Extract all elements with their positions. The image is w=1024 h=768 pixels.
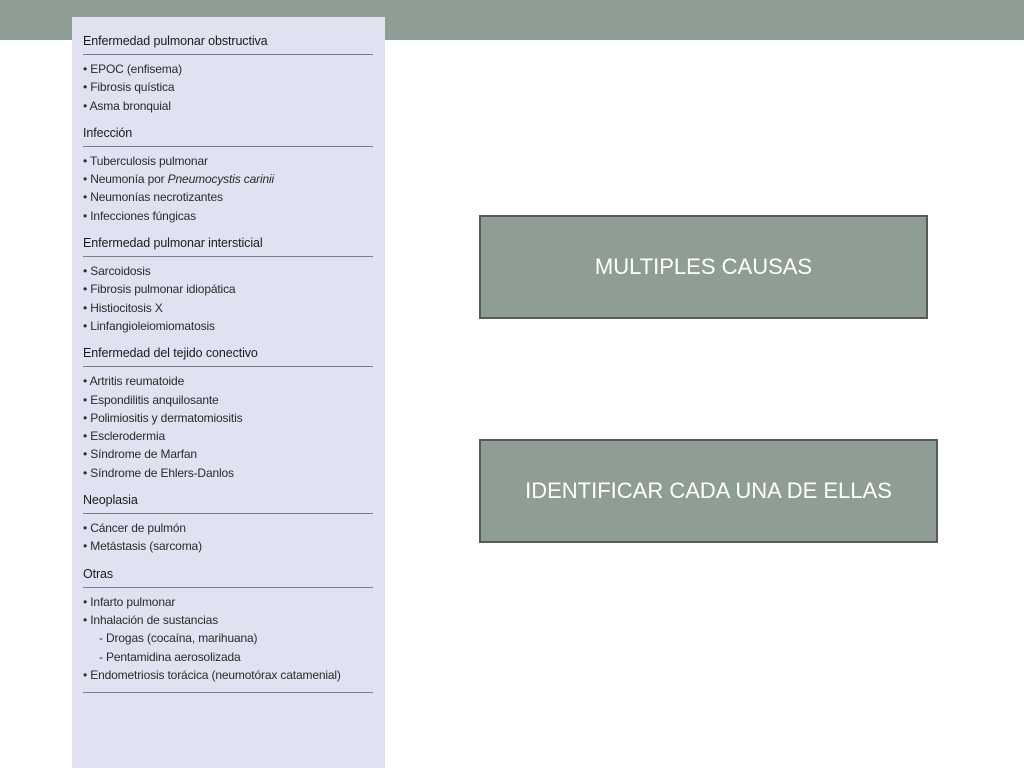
list-item: [83, 299, 373, 317]
list-item: [83, 519, 373, 537]
list-item-text: • Metástasis (sarcoma): [83, 539, 202, 554]
table-bottom-rule: [83, 692, 373, 693]
list-item: [83, 152, 373, 170]
list-item-text: • Infecciones fúngicas: [83, 208, 196, 223]
list-item: [83, 629, 373, 647]
list-item-text: • Endometriosis torácica (neumotórax catamenial): [83, 667, 341, 682]
callout-multiple-causes: [479, 215, 928, 319]
list-item-text: • Fibrosis pulmonar idiopática: [83, 282, 236, 297]
list-item: [83, 372, 373, 390]
table-section: [83, 125, 373, 225]
list-item: [83, 611, 373, 629]
table-sections: [83, 33, 373, 684]
section-divider: [83, 587, 373, 588]
list-item-text: • Infarto pulmonar: [83, 594, 176, 609]
section-list: [83, 372, 373, 482]
list-item-text: • Neumonías necrotizantes: [83, 190, 223, 205]
list-item: [83, 464, 373, 482]
list-item: [83, 317, 373, 335]
section-gap: [83, 335, 373, 345]
callout-identify-each: [479, 439, 938, 543]
list-item-text: • Fibrosis quística: [83, 80, 175, 95]
list-item: [83, 280, 373, 298]
causes-table: [72, 17, 385, 768]
section-title: Enfermedad del tejido conectivo: [83, 346, 258, 361]
section-divider: [83, 256, 373, 257]
list-item: [83, 78, 373, 96]
section-gap: [83, 225, 373, 235]
list-item-text: • Asma bronquial: [83, 98, 171, 113]
list-item: [83, 537, 373, 555]
section-gap: [83, 556, 373, 566]
list-item: [83, 409, 373, 427]
list-item-text: - Pentamidina aerosolizada: [99, 649, 241, 664]
section-title: Otras: [83, 566, 114, 581]
list-item-text: • Sarcoidosis: [83, 264, 151, 279]
list-item: [83, 427, 373, 445]
list-item: [83, 207, 373, 225]
section-list: [83, 593, 373, 684]
table-section: [83, 33, 373, 115]
list-item: [83, 60, 373, 78]
list-item: [83, 188, 373, 206]
section-divider: [83, 54, 373, 55]
list-item-text: • Cáncer de pulmón: [83, 521, 186, 536]
list-item-text: • Tuberculosis pulmonar: [83, 153, 208, 168]
list-item: [83, 445, 373, 463]
list-item-text: • Artritis reumatoide: [83, 374, 185, 389]
table-section: [83, 345, 373, 482]
section-title: Enfermedad pulmonar obstructiva: [83, 34, 268, 48]
section-list: [83, 262, 373, 335]
section-list: [83, 152, 373, 225]
callout-multiple-causes-text: MULTIPLES CAUSAS: [594, 254, 813, 279]
table-section: [83, 235, 373, 335]
list-item-text: • Síndrome de Marfan: [83, 447, 197, 462]
list-item: [83, 648, 373, 666]
section-list: [83, 60, 373, 115]
list-item: [83, 666, 373, 684]
section-divider: [83, 146, 373, 147]
table-section: [83, 566, 373, 684]
section-divider: [83, 366, 373, 367]
list-item-text: • Linfangioleiomiomatosis: [83, 318, 215, 333]
table-section: [83, 492, 373, 556]
section-title: Neoplasia: [83, 493, 138, 508]
list-item-text: • EPOC (enfisema): [83, 62, 183, 76]
list-item-text: - Drogas (cocaína, marihuana): [99, 631, 258, 646]
list-item-text: • Inhalación de sustancias: [83, 612, 219, 627]
list-item-text: • Espondilitis anquilosante: [83, 392, 219, 407]
section-divider: [83, 513, 373, 514]
list-item-text: • Esclerodermia: [83, 429, 165, 444]
section-gap: [83, 482, 373, 492]
list-item-text: • Histiocitosis X: [83, 300, 163, 315]
list-item: [83, 391, 373, 409]
list-item-text: • Síndrome de Ehlers-Danlos: [83, 465, 234, 480]
section-list: [83, 519, 373, 556]
list-item: [83, 97, 373, 115]
list-item-italic-text: Pneumocystis carinii: [167, 172, 275, 187]
section-gap: [83, 115, 373, 125]
list-item-text: • Polimiositis y dermatomiositis: [83, 410, 243, 425]
list-item: [83, 170, 373, 188]
list-item-text: • Neumonía por: [83, 172, 168, 187]
section-title: Infección: [83, 125, 133, 140]
list-item: [83, 593, 373, 611]
section-title: Enfermedad pulmonar intersticial: [83, 236, 263, 251]
list-item: [83, 262, 373, 280]
callout-identify-each-text: IDENTIFICAR CADA UNA DE ELLAS: [525, 478, 892, 503]
